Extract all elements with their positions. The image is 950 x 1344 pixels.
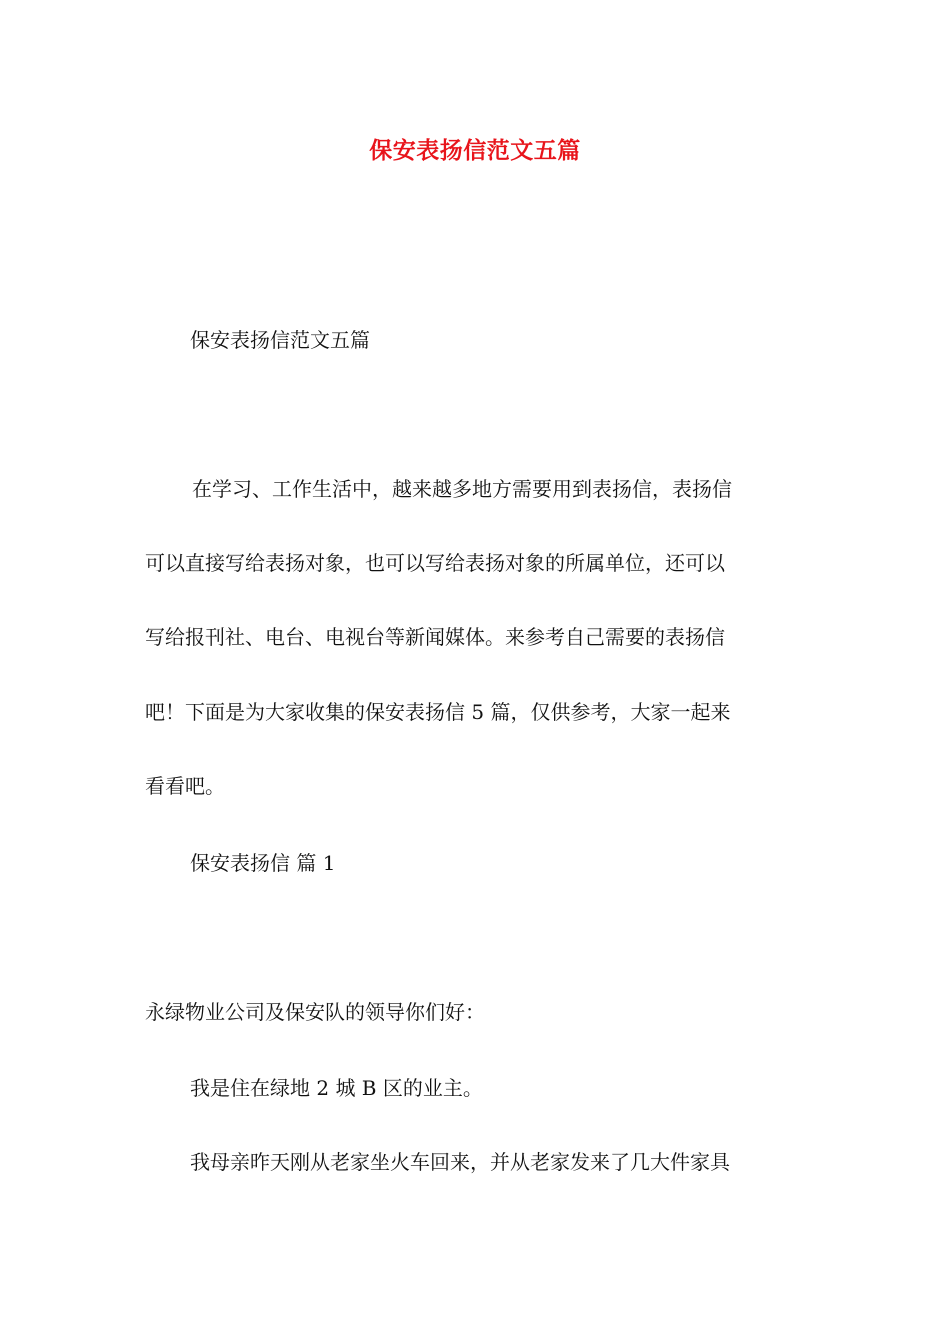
letter-salutation: 永绿物业公司及保安队的领导你们好： (145, 1000, 485, 1024)
intro-line-5: 看看吧。 (145, 774, 225, 798)
intro-line-2: 可以直接写给表扬对象，也可以写给表扬对象的所属单位，还可以 (145, 551, 725, 575)
document-subtitle: 保安表扬信范文五篇 (190, 328, 370, 352)
intro-line-3: 写给报刊社、电台、电视台等新闻媒体。来参考自己需要的表扬信 (145, 625, 725, 649)
section-heading: 保安表扬信 篇 1 (190, 851, 336, 875)
document-title: 保安表扬信范文五篇 (369, 137, 581, 164)
intro-line-4: 吧！下面是为大家收集的保安表扬信 5 篇，仅供参考，大家一起来 (145, 700, 731, 724)
letter-paragraph-2: 我母亲昨天刚从老家坐火车回来，并从老家发来了几大件家具 (190, 1150, 730, 1174)
letter-paragraph-1: 我是住在绿地 2 城 B 区的业主。 (190, 1076, 483, 1100)
intro-line-1: 在学习、工作生活中，越来越多地方需要用到表扬信，表扬信 (192, 477, 732, 501)
